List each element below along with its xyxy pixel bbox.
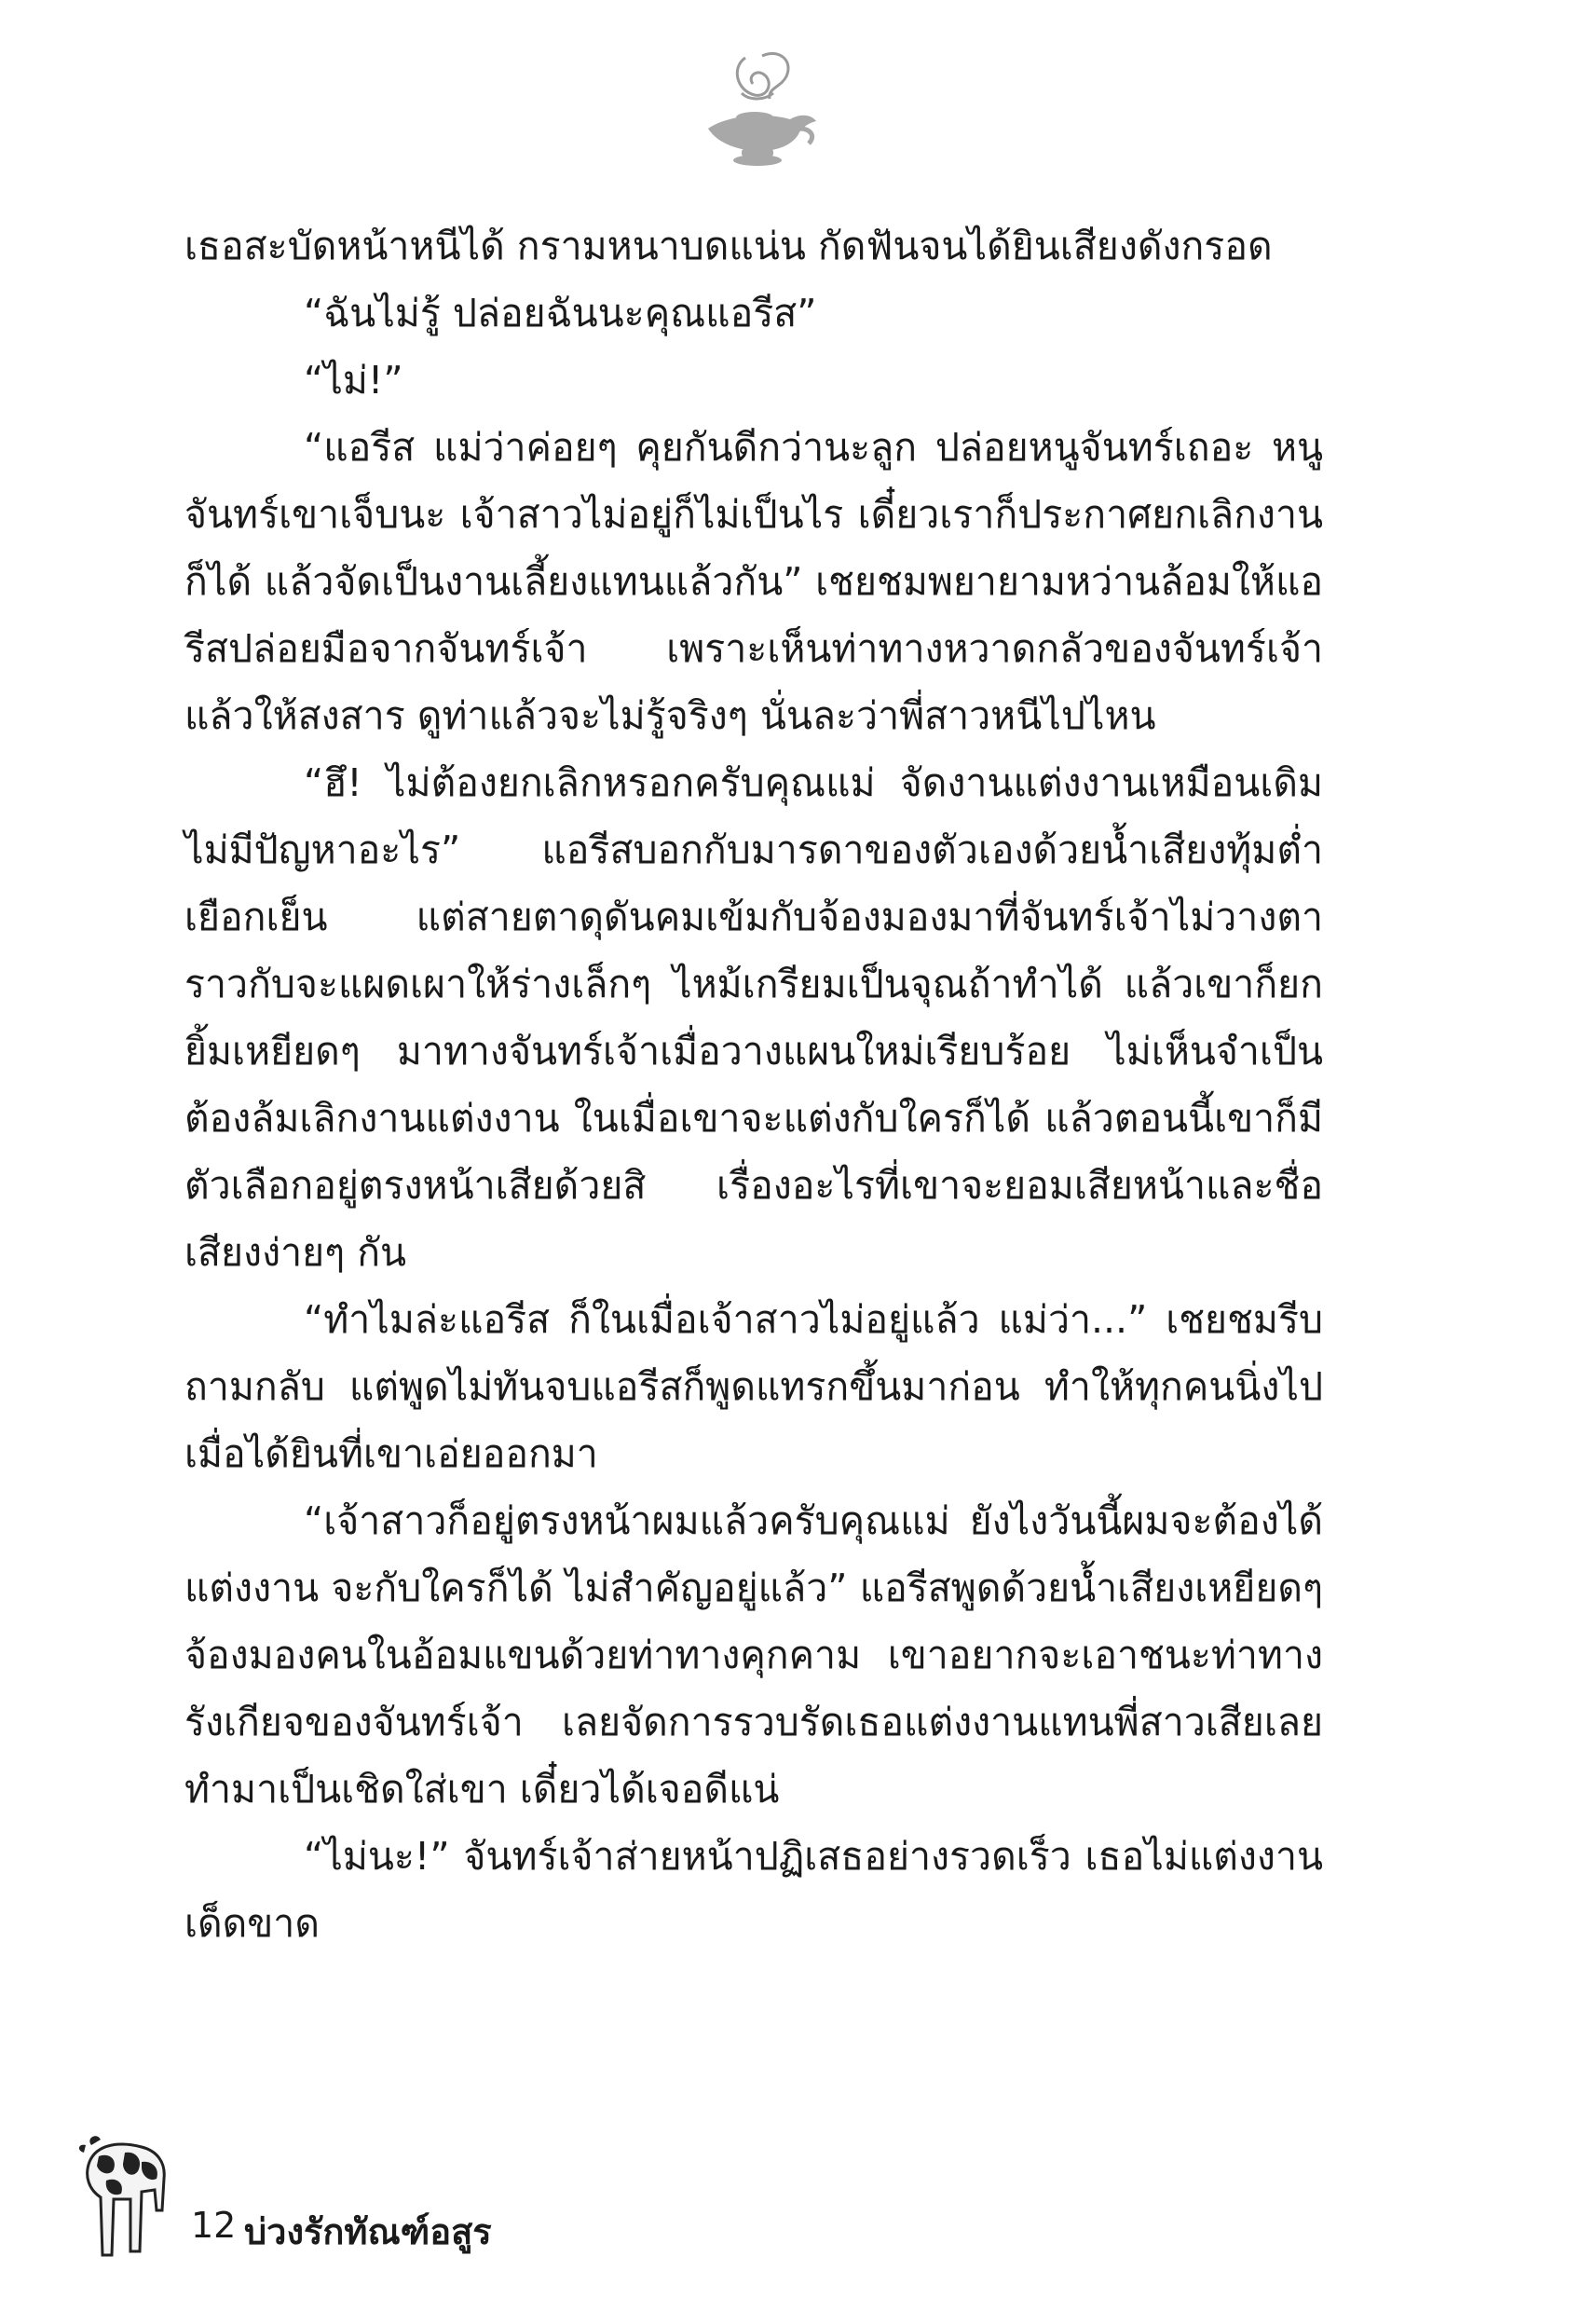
paragraph: “ไม่นะ!” จันทร์เจ้าส่ายหน้าปฏิเสธอย่างรวดเร็ว เธอไม่แต่งงานเด็ดขาด (184, 1834, 1323, 1946)
paragraph: “ทำไมล่ะแอรีส ก็ในเมื่อเจ้าสาวไม่อยู่แล้ว แม่ว่า...” เชยชมรีบถามกลับ แต่พูดไม่ทันจบแอรีสก็พูดแทรกขึ้นมาก่อน ทำให้ทุกคนนิ่งไปเมื่อได้ยินที่เขาเอ่ยออกมา (184, 1297, 1323, 1476)
paragraph: “แอรีส แม่ว่าค่อยๆ คุยกันดีกว่านะลูก ปล่อยหนูจันทร์เถอะ หนูจันทร์เขาเจ็บนะ เจ้าสาวไม่อยู่ก็ไม่เป็นไร เดี๋ยวเราก็ประกาศยกเลิกงานก็ได้ แล้วจัดเป็นงานเลี้ยงแทนแล้วกัน” เชยชมพยายามหว่านล้อมให้แอรีสปล่อยมือจากจันทร์เจ้า เพราะเห็นท่าทางหวาดกลัวของจันทร์เจ้าแล้วให้สงสาร ดูท่าแล้วจะไม่รู้จริงๆ นั่นละว่าพี่สาวหนีไปไหน (184, 425, 1323, 738)
body-text (184, 212, 1323, 1957)
page-number: 12 (191, 2205, 237, 2246)
page-footer (76, 2125, 635, 2264)
paragraph: “ฉันไม่รู้ ปล่อยฉันนะคุณแอรีส” (304, 291, 817, 335)
paragraph: “ไม่!” (304, 358, 403, 403)
book-title: บ่วงรักทัณฑ์อสูร (244, 2211, 492, 2252)
paragraph: “ฮึ! ไม่ต้องยกเลิกหรอกครับคุณแม่ จัดงานแต่งงานเหมือนเดิมไม่มีปัญหาอะไร” แอรีสบอกกับมารดาของตัวเองด้วยน้ำเสียงทุ้มต่ำเยือกเย็น แต่สายตาดุดันคมเข้มกับจ้องมองมาที่จันทร์เจ้าไม่วางตาราวกับจะแผดเผาให้ร่างเล็กๆ ไหม้เกรียมเป็นจุณถ้าทำได้ แล้วเขาก็ยกยิ้มเหยียดๆ มาทางจันทร์เจ้าเมื่อวางแผนใหม่เรียบร้อย ไม่เห็นจำเป็นต้องล้มเลิกงานแต่งงาน ในเมื่อเขาจะแต่งกับใครก็ได้ แล้วตอนนี้เขาก็มีตัวเลือกอยู่ตรงหน้าเสียด้วยสิ เรื่องอะไรที่เขาจะยอมเสียหน้าและชื่อเสียงง่ายๆ กัน (184, 760, 1323, 1275)
paragraph: เธอสะบัดหน้าหนีได้ กรามหนาบดแน่น กัดฟันจนได้ยินเสียงดังกรอด (184, 224, 1273, 268)
paragraph: “เจ้าสาวก็อยู่ตรงหน้าผมแล้วครับคุณแม่ ยังไงวันนี้ผมจะต้องได้แต่งงาน จะกับใครก็ได้ ไม่สำคัญอยู่แล้ว” แอรีสพูดด้วยน้ำเสียงเหยียดๆ จ้องมองคนในอ้อมแขนด้วยท่าทางคุกคาม เขาอยากจะเอาชนะท่าทางรังเกียจของจันทร์เจ้า เลยจัดการรวบรัดเธอแต่งงานแทนพี่สาวเสียเลย ทำมาเป็นเชิดใส่เขา เดี๋ยวได้เจอดีแน่ (184, 1498, 1323, 1812)
genie-lamp-icon (689, 39, 829, 179)
cow-icon (76, 2125, 179, 2264)
